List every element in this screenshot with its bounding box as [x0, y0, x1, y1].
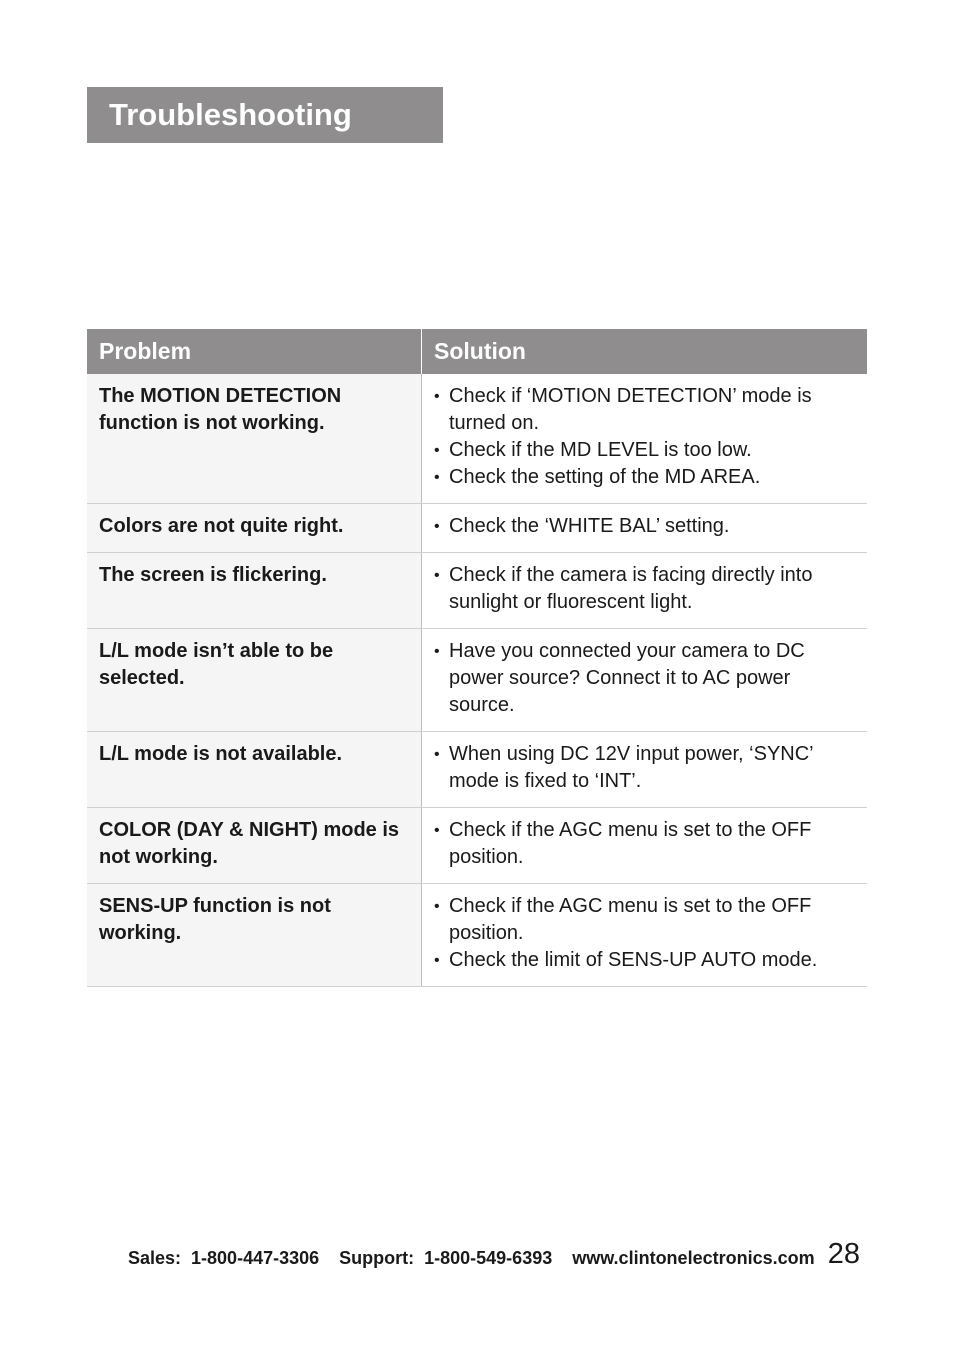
solution-item: • Check if the MD LEVEL is too low.: [432, 437, 857, 464]
column-header-solution: Solution: [422, 329, 868, 374]
problem-cell: The MOTION DETECTION function is not working.: [87, 374, 422, 504]
solution-item: • Check if ‘MOTION DETECTION’ mode is turned on.: [432, 383, 857, 437]
section-title-bar: [87, 87, 443, 143]
page-number: 28: [827, 1238, 860, 1270]
solution-cell: [422, 553, 868, 629]
problem-cell: L/L mode isn’t able to be selected.: [87, 629, 422, 732]
solution-item: • Check the ‘WHITE BAL’ setting.: [432, 513, 857, 540]
table-row: [87, 884, 867, 987]
table-row: [87, 374, 867, 504]
table-row: [87, 732, 867, 808]
solution-cell: [422, 884, 868, 987]
solution-item: • When using DC 12V input power, ‘SYNC’ mode is fixed to ‘INT’.: [432, 741, 857, 795]
solution-item: • Check if the AGC menu is set to the OFF position.: [432, 893, 857, 947]
table-row: [87, 553, 867, 629]
problem-cell: Colors are not quite right.: [87, 504, 422, 553]
solution-item: • Check if the AGC menu is set to the OFF position.: [432, 817, 857, 871]
solution-item: • Have you connected your camera to DC power source? Connect it to AC power source.: [432, 638, 857, 719]
solution-list: [432, 513, 857, 540]
solution-list: [432, 741, 857, 795]
problem-cell: SENS-UP function is not working.: [87, 884, 422, 987]
solution-cell: [422, 374, 868, 504]
solution-list: [432, 817, 857, 871]
footer-contact-info: Sales: 1-800-447-3306 Support: 1-800-549-6393 www.clintonelectronics.com: [128, 1248, 815, 1268]
solution-list: [432, 893, 857, 974]
solution-cell: [422, 629, 868, 732]
table-row: [87, 808, 867, 884]
problem-cell: COLOR (DAY & NIGHT) mode is not working.: [87, 808, 422, 884]
page-footer: [128, 1238, 868, 1278]
solution-list: [432, 383, 857, 491]
solution-list: [432, 562, 857, 616]
problem-cell: L/L mode is not available.: [87, 732, 422, 808]
solution-item: • Check if the camera is facing directly into sunlight or fluorescent light.: [432, 562, 857, 616]
table-row: [87, 629, 867, 732]
troubleshooting-table: [87, 329, 867, 987]
solution-list: [432, 638, 857, 719]
solution-item: • Check the setting of the MD AREA.: [432, 464, 857, 491]
column-header-problem: Problem: [87, 329, 422, 374]
problem-cell: The screen is flickering.: [87, 553, 422, 629]
solution-item: • Check the limit of SENS-UP AUTO mode.: [432, 947, 857, 974]
table-header-row: [87, 329, 867, 374]
solution-cell: [422, 732, 868, 808]
solution-cell: [422, 808, 868, 884]
solution-cell: [422, 504, 868, 553]
table-row: [87, 504, 867, 553]
page-title: Troubleshooting: [109, 97, 352, 132]
